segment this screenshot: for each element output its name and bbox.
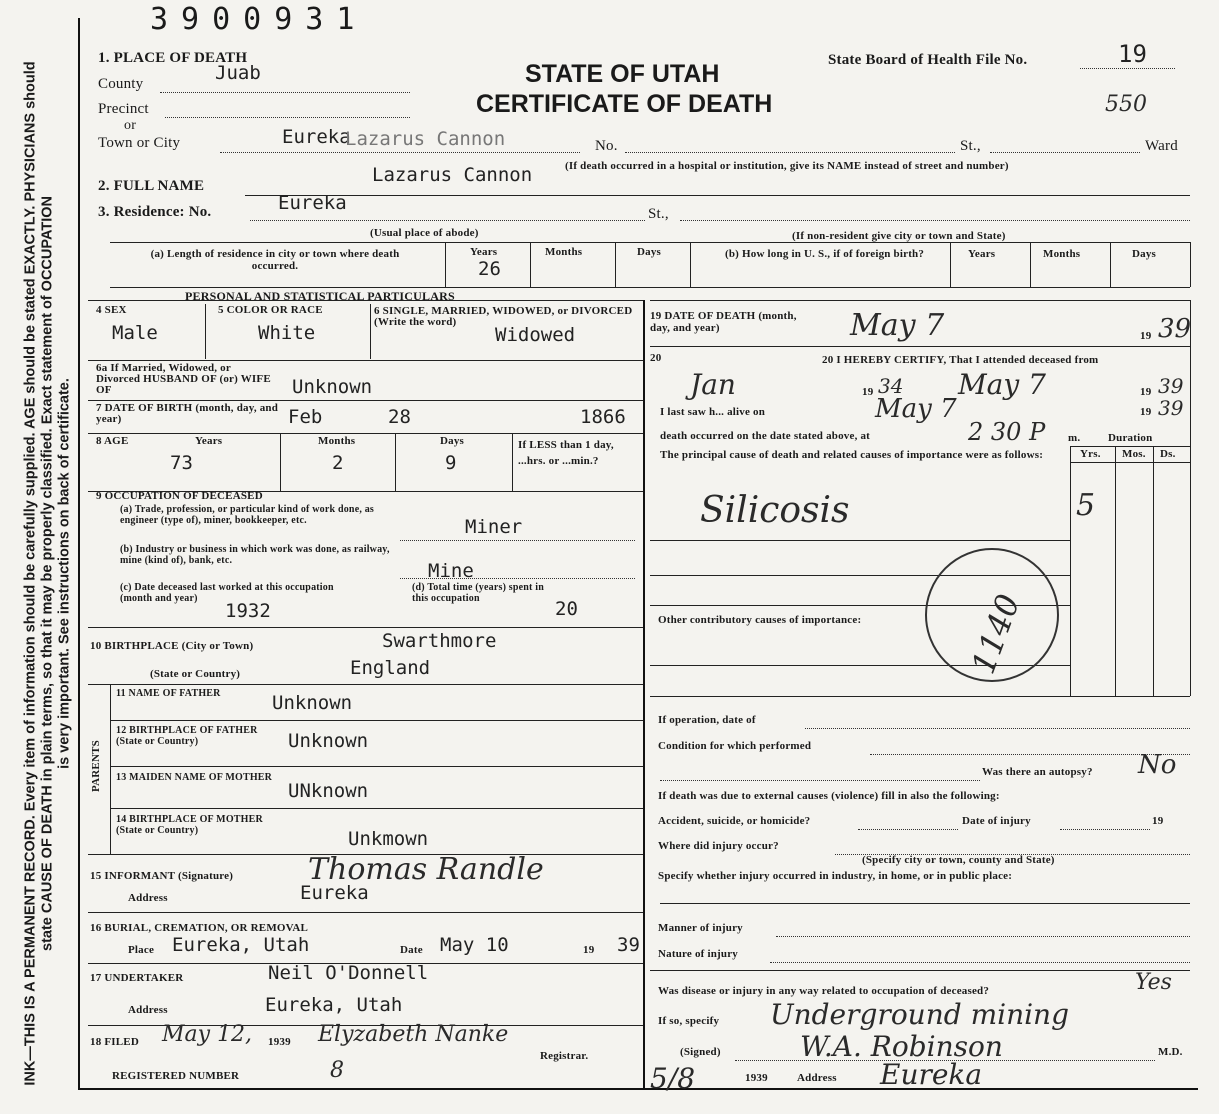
last-worked-value: 1932 bbox=[225, 600, 271, 622]
dod-value: May 7 bbox=[850, 308, 945, 343]
informant-address: Eureka bbox=[300, 882, 369, 904]
foreign-years-label: Years bbox=[968, 248, 996, 260]
autopsy-label: Was there an autopsy? bbox=[982, 766, 1093, 778]
residence-table-bottom bbox=[110, 287, 1190, 288]
years-value: 26 bbox=[478, 258, 501, 280]
residence-value: Eureka bbox=[278, 192, 347, 214]
injury-year: 19 bbox=[1152, 815, 1164, 827]
occupation-heading: 9 OCCUPATION OF DECEASED bbox=[96, 490, 263, 502]
father-value: Unknown bbox=[272, 692, 353, 714]
town-overtyped-name: Lazarus Cannon bbox=[345, 128, 506, 150]
burial-year: 39 bbox=[617, 934, 640, 956]
race-col bbox=[370, 304, 371, 359]
sex-col bbox=[205, 304, 206, 359]
accident-line bbox=[858, 829, 958, 830]
md-label: M.D. bbox=[1158, 1046, 1183, 1058]
occupation-value: Miner bbox=[465, 516, 523, 538]
marital-value: Widowed bbox=[495, 324, 576, 346]
age-months: 2 bbox=[332, 452, 344, 474]
burial-place-label: Place bbox=[128, 944, 155, 956]
filed-year: 1939 bbox=[268, 1036, 291, 1048]
occupation-d-label: (d) Total time (years) spent in this occupation bbox=[412, 582, 545, 604]
age-days-label: Days bbox=[440, 435, 465, 447]
county-label: County bbox=[98, 76, 144, 92]
town-value: Eureka bbox=[282, 126, 351, 148]
birthplace-state-label: (State or Country) bbox=[150, 668, 241, 680]
precinct-line bbox=[165, 117, 410, 118]
race-label: 5 COLOR OR RACE bbox=[218, 304, 323, 316]
sign-year: 1939 bbox=[745, 1072, 768, 1084]
industry-value: Mine bbox=[428, 560, 474, 582]
side-line-1: INK—THIS IS A PERMANENT RECORD. Every item of information should be carefully supplied. AGE should be stated EXACTLY. PHYSICIANS should bbox=[22, 61, 39, 1086]
registration-stamp: 1140 bbox=[963, 589, 1028, 679]
ds-label: Ds. bbox=[1160, 448, 1176, 460]
burial-label: 16 BURIAL, CREMATION, OR REMOVAL bbox=[90, 922, 309, 934]
father-bp-value: Unknown bbox=[288, 730, 369, 752]
age-col-2 bbox=[395, 433, 396, 491]
form-bottom-border bbox=[78, 1088, 1198, 1090]
age-label: 8 AGE bbox=[96, 435, 129, 447]
specify-industry-label: Specify whether injury occurred in industry, in home, or in public place: bbox=[658, 870, 1013, 882]
reg-number: 8 bbox=[330, 1058, 344, 1083]
med-sep-1 bbox=[650, 346, 1190, 347]
related-value: Yes bbox=[1135, 970, 1172, 995]
town-no-line bbox=[625, 152, 955, 153]
row-sep-6 bbox=[88, 684, 643, 685]
residence-st-line bbox=[680, 220, 1190, 221]
occupation-b-label: (b) Industry or business in which work was done, as railway, mine (kind of), bank, etc. bbox=[120, 544, 390, 566]
where-label: Where did injury occur? bbox=[658, 840, 779, 852]
dob-year: 1866 bbox=[580, 406, 626, 428]
manner-label: Manner of injury bbox=[658, 922, 743, 934]
foreign-months-label: Months bbox=[1043, 248, 1081, 260]
nature-label: Nature of injury bbox=[658, 948, 738, 960]
last-saw-label: I last saw h... alive on bbox=[660, 406, 766, 418]
last-saw-year-prefix: 19 bbox=[1140, 406, 1152, 418]
cause-value: Silicosis bbox=[700, 490, 850, 531]
certify-label: 20 I HEREBY CERTIFY, That I attended deceased from bbox=[822, 354, 1099, 366]
foreign-days-label: Days bbox=[1132, 248, 1157, 260]
medical-top bbox=[650, 300, 1190, 301]
dod-year-prefix: 19 bbox=[1140, 330, 1152, 342]
row-sep-8 bbox=[88, 912, 643, 913]
informant-signature: Thomas Randle bbox=[308, 852, 544, 887]
specify-value: Underground mining bbox=[770, 998, 1070, 1031]
side-line-3: is very important. See instructions on back of certificate. bbox=[56, 378, 73, 769]
local-number: 550 bbox=[1105, 92, 1147, 117]
county-line bbox=[160, 92, 410, 93]
physician-address: Eureka bbox=[880, 1058, 983, 1091]
industry-line-blank bbox=[660, 903, 1190, 904]
total-time-value: 20 bbox=[555, 598, 578, 620]
mother-value: UNknown bbox=[288, 780, 369, 802]
filed-label: 18 FILED bbox=[90, 1036, 139, 1048]
undertaker-address-label: Address bbox=[128, 1004, 168, 1016]
residence-label: 3. Residence: No. bbox=[98, 204, 212, 220]
father-bp-label: 12 BIRTHPLACE OF FATHER (State or Country) bbox=[116, 725, 258, 747]
personal-heading: PERSONAL AND STATISTICAL PARTICULARS bbox=[185, 289, 455, 303]
age-years: 73 bbox=[170, 452, 193, 474]
yrs-label: Yrs. bbox=[1080, 448, 1101, 460]
injury-date-line bbox=[1060, 829, 1150, 830]
autopsy-value: No bbox=[1138, 750, 1177, 780]
age-months-label: Months bbox=[318, 435, 356, 447]
days-label: Days bbox=[637, 246, 662, 258]
ward-label: Ward bbox=[1145, 138, 1178, 154]
mother-bp-label: 14 BIRTHPLACE OF MOTHER (State or Country) bbox=[116, 814, 263, 836]
birthplace-city: Swarthmore bbox=[382, 630, 497, 652]
burial-date-label: Date bbox=[400, 944, 423, 956]
autopsy-line bbox=[660, 780, 980, 781]
race-value: White bbox=[258, 322, 316, 344]
med-right-border bbox=[1190, 300, 1191, 696]
foreign-label: (b) How long in U. S., if of foreign birth? bbox=[725, 248, 925, 260]
age-days: 9 bbox=[445, 452, 457, 474]
occupation-c-label: (c) Date deceased last worked at this occupation (month and year) bbox=[120, 582, 334, 604]
attended-from-year: 34 bbox=[878, 374, 904, 398]
res-col-3 bbox=[615, 242, 616, 287]
contrib-label: Other contributory causes of importance: bbox=[658, 614, 862, 626]
informant-label: 15 INFORMANT (Signature) bbox=[90, 870, 234, 882]
dob-day: 28 bbox=[388, 406, 411, 428]
occupation-line bbox=[400, 540, 635, 541]
dur-col-1 bbox=[1070, 446, 1071, 696]
parents-sep-2 bbox=[110, 766, 643, 767]
dob-label: 7 DATE OF BIRTH (month, day, and year) bbox=[96, 402, 279, 425]
physician-signature: W.A. Robinson bbox=[800, 1030, 1003, 1063]
row-sep-1 bbox=[88, 360, 643, 361]
sign-date: 5/8 bbox=[650, 1062, 696, 1095]
res-col-1 bbox=[445, 242, 446, 287]
registrar-signature: Elyzabeth Nanke bbox=[318, 1022, 509, 1047]
burial-place: Eureka, Utah bbox=[172, 934, 310, 956]
hospital-note: (If death occurred in a hospital or institution, give its NAME instead of street and number) bbox=[565, 160, 1009, 172]
years-label: Years bbox=[470, 246, 498, 258]
dur-col-2 bbox=[1115, 446, 1116, 696]
med-sep-3 bbox=[650, 970, 1190, 971]
m-label: m. bbox=[1068, 432, 1081, 444]
death-time: 2 30 P bbox=[968, 418, 1046, 446]
row-sep-5 bbox=[88, 627, 643, 628]
place-of-death-heading: 1. PLACE OF DEATH bbox=[98, 50, 248, 66]
certify-number: 20 bbox=[650, 352, 662, 364]
months-label: Months bbox=[545, 246, 583, 258]
condition-label: Condition for which performed bbox=[658, 740, 812, 752]
burial-year-prefix: 19 bbox=[583, 944, 595, 956]
duration-line bbox=[1070, 446, 1190, 447]
full-name-value: Lazarus Cannon bbox=[372, 164, 533, 186]
undertaker-name: Neil O'Donnell bbox=[268, 962, 429, 984]
title-state: STATE OF UTAH bbox=[525, 60, 720, 88]
side-line-2: state CAUSE OF DEATH in plain terms, so that it may be properly classified. Exact statement of OCCUPATION bbox=[39, 196, 56, 951]
parents-col bbox=[110, 684, 111, 854]
occurred-label: death occurred on the date stated above, at bbox=[660, 430, 871, 442]
attended-to-year: 39 bbox=[1158, 374, 1184, 398]
parents-side-label: PARENTS bbox=[89, 740, 102, 792]
parents-sep-1 bbox=[110, 720, 643, 721]
related-label: Was disease or injury in any way related to occupation of deceased? bbox=[658, 985, 990, 997]
residence-st-label: St., bbox=[648, 206, 669, 222]
title-certificate: CERTIFICATE OF DEATH bbox=[476, 90, 773, 118]
undertaker-label: 17 UNDERTAKER bbox=[90, 972, 184, 984]
to-year-prefix: 19 bbox=[1140, 386, 1152, 398]
dob-month: Feb bbox=[288, 406, 323, 428]
external-label: If death was due to external causes (violence) fill in also the following: bbox=[658, 790, 1000, 802]
town-st-line bbox=[990, 152, 1140, 153]
town-no-label: No. bbox=[595, 138, 618, 154]
occupation-a-label: (a) Trade, profession, or particular kind of work done, as engineer (type of), miner, bookkeeper, etc. bbox=[120, 504, 375, 526]
med-sep-2 bbox=[650, 696, 1190, 697]
signed-label: (Signed) bbox=[680, 1046, 721, 1058]
town-label: Town or City bbox=[98, 135, 181, 151]
serial-number: 3900931 bbox=[150, 2, 368, 37]
operation-line bbox=[805, 728, 1190, 729]
file-number-label: State Board of Health File No. bbox=[828, 52, 1028, 68]
row-sep-2 bbox=[88, 400, 643, 401]
or-label: or bbox=[124, 118, 137, 133]
age-col-3 bbox=[512, 433, 513, 491]
spouse-value: Unknown bbox=[292, 376, 373, 398]
res-col-8 bbox=[1190, 242, 1191, 287]
injury-date-label: Date of injury bbox=[962, 815, 1031, 827]
birthplace-country: England bbox=[350, 657, 431, 679]
form-left-border bbox=[78, 18, 80, 1088]
duration-label: Duration bbox=[1108, 432, 1153, 444]
res-col-5 bbox=[950, 242, 951, 287]
precinct-label: Precinct bbox=[98, 101, 149, 117]
filed-date: May 12, bbox=[162, 1022, 253, 1047]
attended-to: May 7 bbox=[958, 368, 1046, 401]
row-sep-3 bbox=[88, 433, 643, 434]
birthplace-label: 10 BIRTHPLACE (City or Town) bbox=[90, 640, 254, 652]
accident-label: Accident, suicide, or homicide? bbox=[658, 815, 811, 827]
cause-years: 5 bbox=[1076, 488, 1096, 523]
specify-city-note: (Specify city or town, county and State) bbox=[862, 854, 1055, 866]
last-saw-value: May 7 bbox=[875, 394, 957, 424]
nature-line bbox=[770, 962, 1190, 963]
informant-address-label: Address bbox=[128, 892, 168, 904]
industry-line bbox=[400, 578, 635, 579]
residence-table-top bbox=[110, 242, 1190, 243]
age-col-1 bbox=[280, 433, 281, 491]
length-label: (a) Length of residence in city or town where death occurred. bbox=[150, 248, 400, 272]
residence-line bbox=[250, 220, 645, 221]
full-name-line bbox=[245, 195, 1190, 196]
sex-value: Male bbox=[112, 322, 158, 344]
dod-label: 19 DATE OF DEATH (month, day, and year) bbox=[650, 310, 797, 334]
town-st-label: St., bbox=[960, 138, 981, 154]
sex-label: 4 SEX bbox=[96, 304, 127, 316]
res-col-6 bbox=[1030, 242, 1031, 287]
dod-year: 39 bbox=[1158, 314, 1192, 344]
attended-from: Jan bbox=[690, 368, 736, 401]
cause-label: The principal cause of death and related causes of importance were as follows: bbox=[660, 449, 1044, 461]
mos-label: Mos. bbox=[1122, 448, 1146, 460]
from-year-prefix: 19 bbox=[862, 386, 874, 398]
file-number-line bbox=[1080, 68, 1175, 69]
parents-sep-3 bbox=[110, 808, 643, 809]
less-label: If LESS than 1 day, ...hrs. or ...min.? bbox=[518, 439, 614, 467]
physician-address-label: Address bbox=[797, 1072, 837, 1084]
cause-line-1 bbox=[650, 540, 1070, 541]
father-label: 11 NAME OF FATHER bbox=[116, 688, 221, 699]
full-name-label: 2. FULL NAME bbox=[98, 178, 205, 194]
age-years-label: Years bbox=[195, 435, 223, 447]
burial-date: May 10 bbox=[440, 934, 509, 956]
manner-line bbox=[776, 936, 1190, 937]
side-instructions bbox=[23, 34, 74, 1114]
nonresident-note: (If non-resident give city or town and State) bbox=[792, 230, 1006, 242]
res-col-2 bbox=[530, 242, 531, 287]
reg-number-label: REGISTERED NUMBER bbox=[112, 1070, 240, 1082]
mother-bp-value: Unkmown bbox=[348, 828, 429, 850]
usual-place-note: (Usual place of abode) bbox=[370, 227, 479, 239]
mother-label: 13 MAIDEN NAME OF MOTHER bbox=[116, 772, 273, 783]
column-divider bbox=[643, 300, 645, 1088]
spouse-label: 6a If Married, Widowed, or Divorced HUSBAND OF (or) WIFE OF bbox=[96, 362, 271, 396]
registrar-label: Registrar. bbox=[540, 1050, 589, 1062]
file-number: 19 bbox=[1118, 40, 1147, 68]
dur-col-3 bbox=[1153, 446, 1154, 696]
res-col-4 bbox=[690, 242, 691, 287]
county-value: Juab bbox=[215, 62, 261, 84]
undertaker-address: Eureka, Utah bbox=[265, 994, 403, 1016]
specify-label: If so, specify bbox=[658, 1015, 720, 1027]
marital-label: 6 SINGLE, MARRIED, WIDOWED, or DIVORCED (Write the word) bbox=[374, 305, 633, 328]
town-line bbox=[220, 152, 580, 153]
res-col-7 bbox=[1110, 242, 1111, 287]
operation-label: If operation, date of bbox=[658, 714, 756, 726]
last-saw-year: 39 bbox=[1158, 396, 1184, 420]
dur-header-line bbox=[1070, 462, 1190, 463]
